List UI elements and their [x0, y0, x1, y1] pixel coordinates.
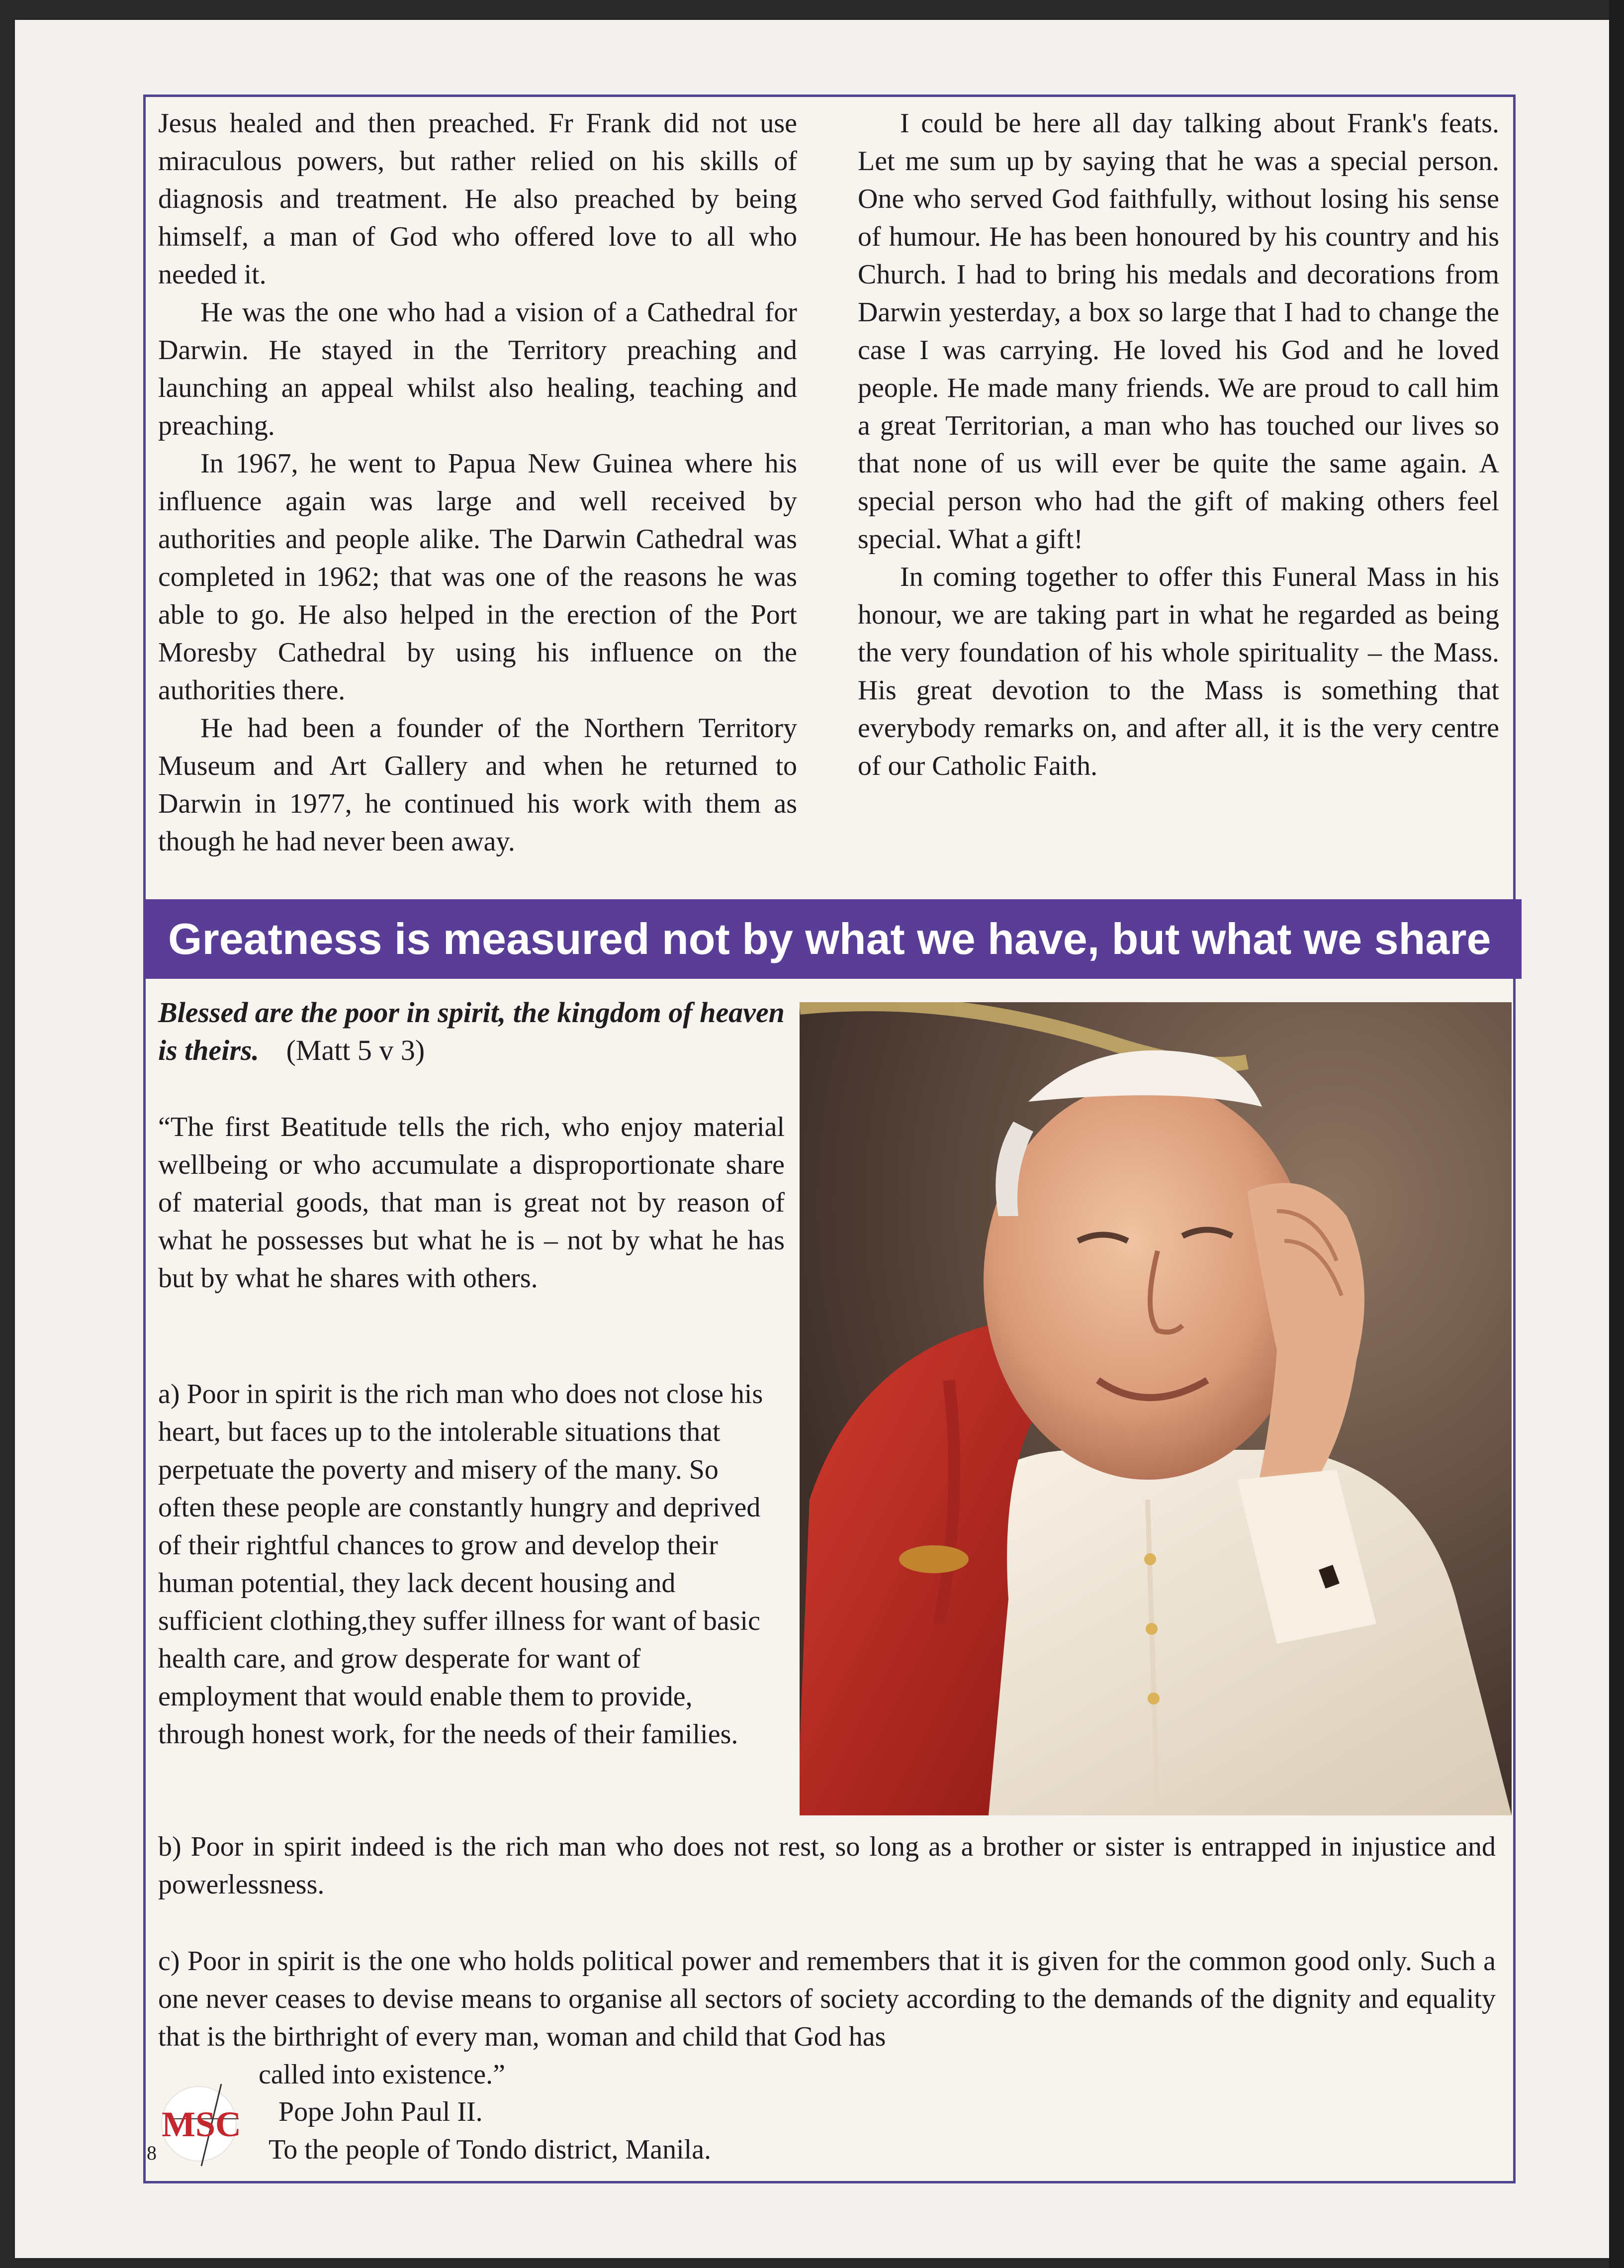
beatitude-point-a: a) Poor in spirit is the rich man who does not close his heart, but faces up to the intolerable situations that perpetuate the poverty and misery of the many. So often these people are constantly hungry and deprived of their rightful chances to grow and develop their human potential, they lack decent housing and sufficient clothing,they suffer illness for want of basic health care, and grow desperate for want of employment that would enable them to provide, through honest work, for the needs of their families. — [158, 1379, 763, 1750]
beatitude-point-c-end: called into existence.” — [259, 2059, 505, 2090]
left-paragraph-3: In 1967, he went to Papua New Guinea where his influence again was large and well received by authorities and people alike. The Darwin Cathedral was completed in 1962; that was one of the reasons he was able to go. He also helped in the erection of the Port Moresby Cathedral by using his influence on the authorities there. — [158, 448, 797, 706]
beatitude-point-c: c) Poor in spirit is the one who holds political power and remembers that it is given for the common good only. Such a one never ceases to devise means to organise all sectors of society according to the demands of the dignity and equality that is the birthright of every man, woman and child that God has — [158, 1946, 1496, 2052]
beatitude-intro: “The first Beatitude tells the rich, who enjoy material wellbeing or who accumulate a disproportionate share of material goods, that man is great not by reason of what he possesses but what he is – not by what he has but by what he shares with others. — [158, 1112, 785, 1294]
pope-photo — [800, 1002, 1512, 1815]
msc-logo — [152, 2079, 251, 2169]
beatitude-verse: Blessed are the poor in spirit, the kingdom of heaven is theirs. — [158, 996, 785, 1066]
left-paragraph-2: He was the one who had a vision of a Cathedral for Darwin. He stayed in the Territory preaching and launching an appeal whilst also healing, teaching and preaching. — [158, 297, 797, 441]
signature-audience: To the people of Tondo district, Manila. — [269, 2134, 712, 2165]
msc-logo-mark — [152, 2079, 251, 2169]
signature-name: Pope John Paul II. — [278, 2096, 483, 2127]
msc-logo-lettering: MSC — [162, 2104, 241, 2144]
left-column — [158, 104, 797, 860]
right-paragraph-1: I could be here all day talking about Frank's feats. Let me sum up by saying that he was a special person. One who served God faithfully, without losing his sense of humour. He has been honoured by his country and his Church. I had to bring his medals and decorations from Darwin yesterday, a box so large that I had to change the case I was carrying. He loved his God and he loved people. He made many friends. We are proud to call him a great Territorian, a man who has touched our lives so that none of us will ever be quite the same again. A special person who had the gift of making others feel special. What a gift! — [858, 108, 1499, 555]
pope-portrait-illustration — [800, 1002, 1512, 1815]
beatitude-heading — [158, 994, 800, 1069]
beatitude-reference: (Matt 5 v 3) — [286, 1034, 425, 1066]
left-paragraph-1: Jesus healed and then preached. Fr Frank did not use miraculous powers, but rather relied on his skills of diagnosis and treatment. He also preached by being himself, a man of God who offered love to all who needed it. — [158, 108, 797, 290]
show-through-heading — [820, 109, 839, 173]
left-paragraph-4: He had been a founder of the Northern Territory Museum and Art Gallery and when he returned to Darwin in 1977, he continued his work with them as though he had never been away. — [158, 713, 797, 857]
right-paragraph-2: In coming together to offer this Funeral Mass in his honour, we are taking part in what he regarded as being the very foundation of his whole spirituality – the Mass. His great devotion to the Mass is something that everybody remarks on, and after all, it is the very centre of our Catholic Faith. — [858, 562, 1499, 781]
page-number: 8 — [147, 2142, 157, 2164]
page-edge-shadow — [1609, 0, 1624, 2268]
beatitude-point-b: b) Poor in spirit indeed is the rich man who does not rest, so long as a brother or sister is entrapped in injustice and powerlessness. — [158, 1831, 1496, 1900]
headline-banner: Greatness is measured not by what we have, but what we share — [143, 899, 1522, 979]
right-column — [858, 104, 1499, 785]
